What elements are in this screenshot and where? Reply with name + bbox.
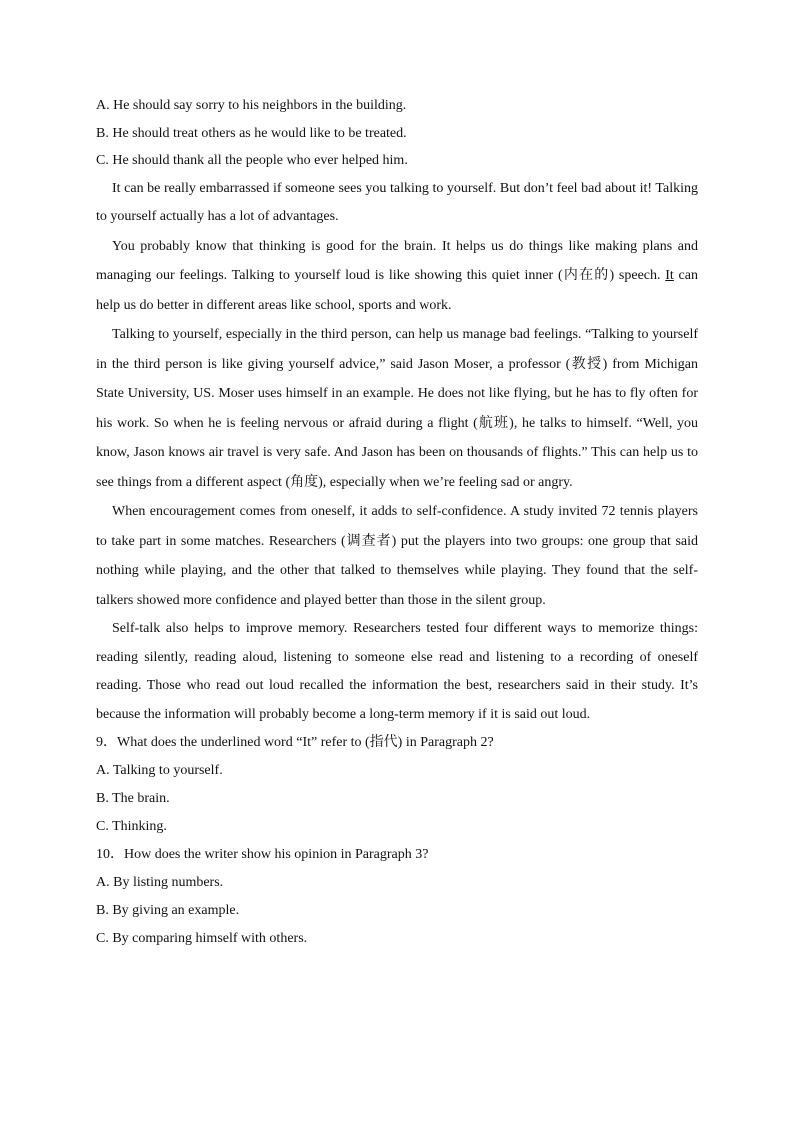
question-10-option-a: A. By listing numbers. (96, 875, 224, 890)
question-9-option-b: B. The brain. (96, 791, 170, 806)
option-b-previous-question: B. He should treat others as he would like to be treated. (96, 125, 407, 141)
passage-paragraph-5: Self-talk also helps to improve memory. Researchers tested four different ways to memorize things: reading silently, reading aloud, listening to someone else read and listening to a recording of oneself reading. Those who read out loud recalled the information the best, researchers said in their study. It’s because the information will probably become a long-term memory if it is said out loud. (96, 621, 698, 722)
passage-paragraph-3: Talking to yourself, especially in the third person, can help us manage bad feelings. “Talking to yourself in the third person is like giving yourself advice,” said Jason Moser, a professor (教授) from Michigan State University, US. Moser uses himself in an example. He does not like flying, but he has to fly often for his work. So when he is feeling nervous or afraid during a flight (航班), he talks to himself. “Well, you know, Jason knows air travel is very safe. And Jason has been on thousands of flights.” This can help us to see things from a different aspect (角度), especially when we’re feeling sad or angry. (96, 327, 698, 490)
question-10-stem: 10．How does the writer show his opinion in Paragraph 3? (96, 847, 429, 862)
document-content (96, 92, 698, 953)
passage-paragraph-2 (96, 232, 698, 321)
question-10-option-c: C. By comparing himself with others. (96, 931, 308, 946)
question-10-option-b: B. By giving an example. (96, 903, 240, 918)
passage-paragraph-1: It can be really embarrassed if someone sees you talking to yourself. But don’t feel bad about it! Talking to yourself actually has a lot of advantages. (96, 180, 698, 224)
question-9-option-c: C. Thinking. (96, 819, 167, 834)
question-9-option-a: A. Talking to yourself. (96, 763, 223, 778)
passage-paragraph-4: When encouragement comes from oneself, it adds to self-confidence. A study invited 72 tennis players to take part in some matches. Researchers (调查者) put the players into two groups: one group that said nothing while playing, and the other that talked to themselves while playing. They found that the self-talkers showed more confidence and played better than those in the silent group. (96, 504, 698, 608)
option-c-previous-question: C. He should thank all the people who ever helped him. (96, 153, 408, 168)
paragraph-2-text-start: You probably know that thinking is good for the brain. It helps us do things like making plans and managing our feelings. Talking to yourself loud is like showing this quiet inner (内在的) speech. (96, 238, 698, 283)
question-9-stem: 9．What does the underlined word “It” refer to (指代) in Paragraph 2? (96, 735, 494, 750)
option-a-previous-question: A. He should say sorry to his neighbors in the building. (96, 98, 407, 113)
paragraph-2-text-end: can help us do better in different areas like school, sports and work. (96, 268, 698, 313)
underlined-word-it: It (665, 268, 674, 283)
